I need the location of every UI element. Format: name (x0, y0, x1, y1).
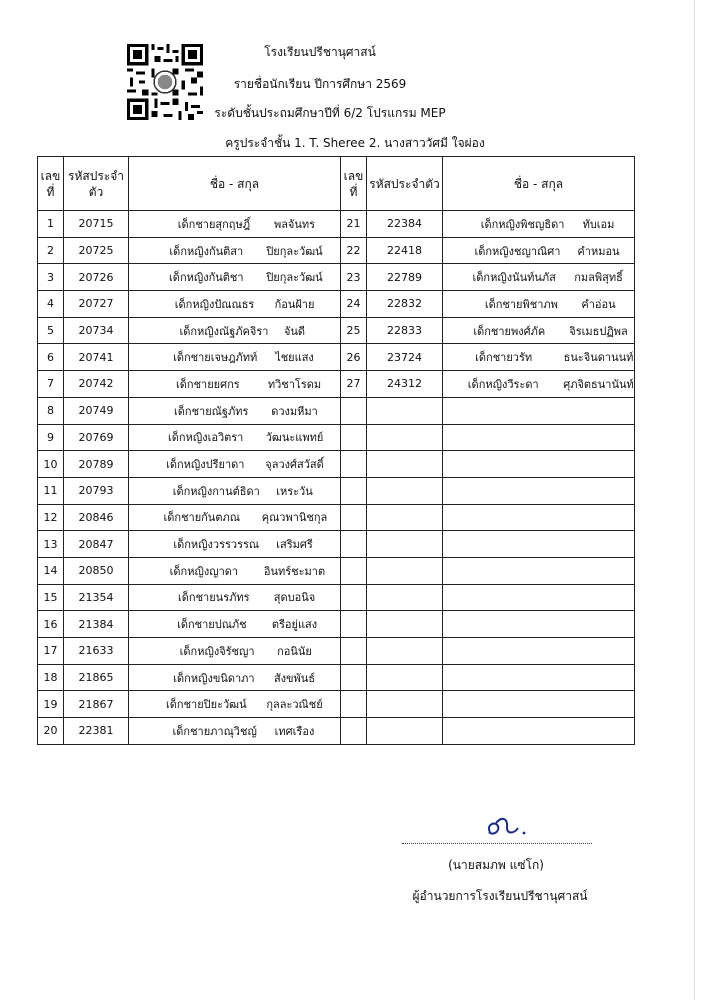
student-no: 26 (341, 344, 367, 371)
student-name (129, 264, 341, 291)
table-row (38, 611, 635, 638)
student-name (129, 691, 341, 718)
first-name: เด็กหญิงพิชญธิดา (480, 217, 565, 231)
student-no: 12 (38, 504, 64, 531)
student-name (129, 451, 341, 478)
student-no (341, 397, 367, 424)
student-name (129, 664, 341, 691)
last-name: ก้อนฝ้าย (274, 297, 315, 311)
student-no: 27 (341, 371, 367, 398)
student-name (129, 477, 341, 504)
first-name: เด็กหญิงญาดา (169, 564, 239, 578)
student-id (367, 451, 443, 478)
homeroom-teachers: ครูประจำชั้น 1. T. Sheree 2. นางสาววัศมี ใจผ่อง (225, 136, 485, 150)
table-row (38, 718, 635, 745)
last-name: กอนินัย (277, 644, 312, 658)
qr-code (127, 44, 203, 120)
student-id (367, 691, 443, 718)
first-name: เด็กชายภาณุวิชญ์ (172, 724, 257, 738)
student-id: 22832 (367, 291, 443, 318)
student-no: 4 (38, 291, 64, 318)
student-no (341, 611, 367, 638)
last-name: วัฒนะแพทย์ (265, 431, 324, 445)
student-no: 24 (341, 291, 367, 318)
table-row (38, 371, 635, 398)
student-no: 17 (38, 638, 64, 665)
last-name: จันดี (283, 324, 306, 338)
student-name (443, 344, 635, 371)
student-name (443, 477, 635, 504)
table-row (38, 504, 635, 531)
table-row (38, 264, 635, 291)
student-name (443, 424, 635, 451)
student-name (129, 291, 341, 318)
last-name: ศุภจิตธนานันท์ (563, 377, 634, 391)
student-no (341, 638, 367, 665)
student-no: 16 (38, 611, 64, 638)
student-id: 24312 (367, 371, 443, 398)
class-level: ระดับชั้นประถมศึกษาปีที่ 6/2 โปรแกรม MEP (214, 106, 446, 120)
student-name (443, 557, 635, 584)
student-name (443, 317, 635, 344)
student-no: 9 (38, 424, 64, 451)
student-no (341, 424, 367, 451)
student-no: 1 (38, 211, 64, 238)
student-id (367, 718, 443, 745)
student-name (443, 237, 635, 264)
table-row (38, 211, 635, 238)
student-no (341, 557, 367, 584)
student-id (367, 557, 443, 584)
student-no (341, 504, 367, 531)
first-name: เด็กหญิงวรรวรรณ (173, 538, 260, 552)
student-name (443, 638, 635, 665)
school-name: โรงเรียนปรีชานุศาสน์ (264, 45, 376, 59)
student-name (443, 397, 635, 424)
student-id: 20726 (64, 264, 129, 291)
student-name (129, 718, 341, 745)
last-name: ปิยกุละวัฒน์ (266, 244, 323, 258)
col-header-name: ชื่อ - สกุล (443, 157, 635, 211)
student-id: 21633 (64, 638, 129, 665)
last-name: เสริมศรี (276, 538, 313, 552)
student-id: 22384 (367, 211, 443, 238)
signature (474, 810, 534, 845)
first-name: เด็กหญิงวีระดา (467, 377, 539, 391)
student-no: 10 (38, 451, 64, 478)
student-id: 21867 (64, 691, 129, 718)
student-no: 22 (341, 237, 367, 264)
student-name (129, 531, 341, 558)
first-name: เด็กหญิงขนิดาภา (173, 671, 255, 685)
table-row (38, 531, 635, 558)
student-no: 14 (38, 557, 64, 584)
student-no (341, 451, 367, 478)
first-name: เด็กชายพงศ์ภัค (473, 324, 546, 338)
student-id (367, 504, 443, 531)
last-name: คำอ่อน (581, 297, 616, 311)
student-name (443, 504, 635, 531)
student-no: 3 (38, 264, 64, 291)
student-name (443, 451, 635, 478)
table-row (38, 397, 635, 424)
last-name: ดวงมหีมา (271, 404, 318, 418)
col-header-name: ชื่อ - สกุล (129, 157, 341, 211)
first-name: เด็กชายนรภัทร (178, 591, 250, 605)
first-name: เด็กชายพิชาภพ (484, 297, 558, 311)
last-name: เทศเรือง (274, 724, 315, 738)
last-name: ปิยกุละวัฒน์ (266, 271, 323, 285)
student-id: 22381 (64, 718, 129, 745)
last-name: คำหมอน (577, 244, 620, 258)
signer-name: (นายสมภพ แซ่โก) (448, 858, 544, 872)
col-header-no: เลขที่ (38, 157, 64, 211)
student-table (37, 156, 635, 745)
first-name: เด็กชายกันตภณ (163, 511, 240, 525)
student-id (367, 584, 443, 611)
table-row (38, 691, 635, 718)
last-name: ทับเอม (582, 217, 615, 231)
student-name (129, 611, 341, 638)
student-id: 21384 (64, 611, 129, 638)
student-no: 20 (38, 718, 64, 745)
student-id: 21354 (64, 584, 129, 611)
student-id: 20850 (64, 557, 129, 584)
student-id (367, 611, 443, 638)
student-id (367, 397, 443, 424)
student-no: 13 (38, 531, 64, 558)
first-name: เด็กชายปณภัช (177, 618, 247, 632)
first-name: เด็กชายสุกฤษฎิ์ (177, 217, 251, 231)
student-no: 2 (38, 237, 64, 264)
signer-position: ผู้อำนวยการโรงเรียนปรีชานุศาสน์ (412, 889, 588, 903)
student-id: 20769 (64, 424, 129, 451)
first-name: เด็กชายปิยะวัฒน์ (166, 698, 247, 712)
student-id (367, 531, 443, 558)
student-id (367, 477, 443, 504)
student-no: 11 (38, 477, 64, 504)
student-name (129, 371, 341, 398)
last-name: ไชยแสง (275, 351, 314, 365)
student-id: 20742 (64, 371, 129, 398)
last-name: กมลพิสุทธิ์ (574, 271, 623, 285)
student-no (341, 477, 367, 504)
last-name: ธนะจินดานนท์ (563, 351, 634, 365)
first-name: เด็กหญิงเอวิตรา (168, 431, 244, 445)
table-row (38, 638, 635, 665)
student-id: 23724 (367, 344, 443, 371)
student-no (341, 664, 367, 691)
student-no: 5 (38, 317, 64, 344)
student-id: 20727 (64, 291, 129, 318)
first-name: เด็กชายณัฐภัทร (174, 404, 249, 418)
table-header-row (38, 157, 635, 211)
last-name: ทวิชาโรดม (267, 377, 322, 391)
student-name (129, 424, 341, 451)
student-name (443, 371, 635, 398)
student-name (129, 504, 341, 531)
student-no: 7 (38, 371, 64, 398)
student-id: 20847 (64, 531, 129, 558)
first-name: เด็กชายเจษฎภัทท์ (173, 351, 258, 365)
student-name (443, 718, 635, 745)
first-name: เด็กหญิงกันติชา (169, 271, 244, 285)
student-id: 20749 (64, 397, 129, 424)
student-id: 22789 (367, 264, 443, 291)
student-no: 21 (341, 211, 367, 238)
first-name: เด็กชายวรัท (475, 351, 533, 365)
last-name: พลจันทร (273, 217, 316, 231)
table-row (38, 317, 635, 344)
student-no: 8 (38, 397, 64, 424)
student-name (129, 557, 341, 584)
student-no: 25 (341, 317, 367, 344)
student-name (443, 664, 635, 691)
student-name (129, 397, 341, 424)
table-row (38, 344, 635, 371)
student-name (443, 264, 635, 291)
last-name: อินทร์ชะมาต (263, 564, 326, 578)
first-name: เด็กหญิงกานต์ธิดา (172, 484, 260, 498)
col-header-id: รหัสประจำตัว (64, 157, 129, 211)
table-row (38, 237, 635, 264)
student-no: 6 (38, 344, 64, 371)
first-name: เด็กหญิงจิรัชญา (179, 644, 255, 658)
student-name (129, 237, 341, 264)
list-title: รายชื่อนักเรียน ปีการศึกษา 2569 (233, 77, 407, 91)
student-id: 20734 (64, 317, 129, 344)
student-no (341, 718, 367, 745)
student-no: 23 (341, 264, 367, 291)
table-row (38, 424, 635, 451)
student-name (129, 638, 341, 665)
student-id: 20846 (64, 504, 129, 531)
first-name: เด็กชายยศกร (176, 377, 240, 391)
first-name: เด็กหญิงปรียาดา (166, 458, 245, 472)
table-row (38, 557, 635, 584)
student-name (443, 691, 635, 718)
last-name: สังขพันธ์ (273, 671, 316, 685)
last-name: เหระวัน (276, 484, 313, 498)
first-name: เด็กหญิงกันติสา (169, 244, 244, 258)
student-name (443, 611, 635, 638)
student-name (129, 317, 341, 344)
table-row (38, 584, 635, 611)
page-edge (694, 0, 695, 1000)
col-header-id: รหัสประจำตัว (367, 157, 443, 211)
student-id (367, 638, 443, 665)
first-name: เด็กหญิงนันท์นภัส (472, 271, 556, 285)
student-id (367, 664, 443, 691)
student-no (341, 584, 367, 611)
last-name: คุณวพานิชกุล (261, 511, 328, 525)
student-no (341, 691, 367, 718)
table-row (38, 664, 635, 691)
col-header-no: เลขที่ (341, 157, 367, 211)
student-no: 15 (38, 584, 64, 611)
student-no: 19 (38, 691, 64, 718)
student-no: 18 (38, 664, 64, 691)
student-name (443, 584, 635, 611)
student-id: 20789 (64, 451, 129, 478)
last-name: จิรเมธปฏิพล (569, 324, 628, 338)
first-name: เด็กหญิงชญาณิศา (474, 244, 561, 258)
last-name: สุดบอนิจ (273, 591, 316, 605)
student-id (367, 424, 443, 451)
student-name (443, 531, 635, 558)
student-no (341, 531, 367, 558)
student-name (443, 211, 635, 238)
last-name: กุลละวณิชย์ (266, 698, 323, 712)
student-id: 22833 (367, 317, 443, 344)
student-id: 20715 (64, 211, 129, 238)
student-id: 20793 (64, 477, 129, 504)
student-name (129, 211, 341, 238)
student-name (129, 344, 341, 371)
first-name: เด็กหญิงณัฐภัคจิรา (179, 324, 269, 338)
student-name (129, 584, 341, 611)
first-name: เด็กหญิงปัณณธร (174, 297, 255, 311)
table-row (38, 291, 635, 318)
student-id: 22418 (367, 237, 443, 264)
student-id: 20725 (64, 237, 129, 264)
table-row (38, 451, 635, 478)
table-row (38, 477, 635, 504)
last-name: จุลวงศ์สวัสดิ์ (265, 458, 324, 472)
last-name: ตรีอยู่แสง (271, 618, 318, 632)
student-id: 21865 (64, 664, 129, 691)
student-id: 20741 (64, 344, 129, 371)
student-name (443, 291, 635, 318)
signature-line (402, 843, 592, 844)
